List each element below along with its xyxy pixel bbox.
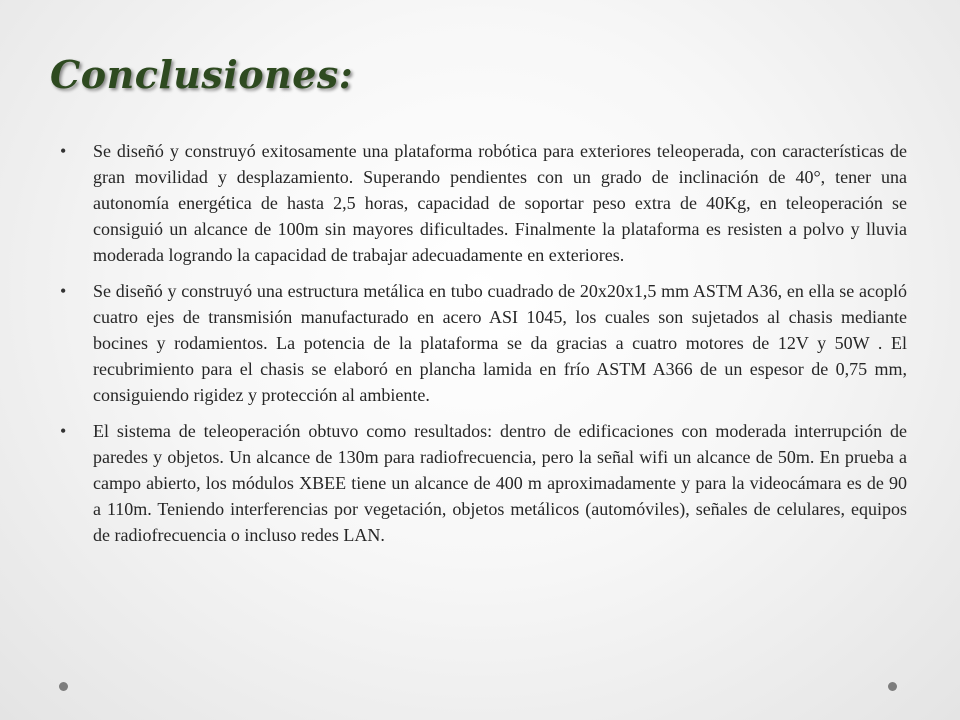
list-item xyxy=(60,278,907,408)
bullet-icon: • xyxy=(60,141,67,161)
bullet-text: El sistema de teleoperación obtuvo como resultados: dentro de edificaciones con moderada interrupción de paredes y objetos. Un alcance de 130m para radiofrecuencia, pero la señal wifi un alcance de 50m. En prueba a campo abierto, los módulos XBEE tiene un alcance de 400 m aproximadamente y para la videocámara es de 90 a 110m. Teniendo interferencias por vegetación, objetos metálicos (automóviles), señales de celulares, equipos de radiofrecuencia o incluso redes LAN. xyxy=(93,421,907,545)
list-item xyxy=(60,138,907,268)
list-item xyxy=(60,418,907,548)
bullet-list xyxy=(60,138,907,558)
bullet-text: Se diseñó y construyó exitosamente una plataforma robótica para exteriores teleoperada, con características de gran movilidad y desplazamiento. Superando pendientes con un grado de inclinación de 40°, tener una autonomía energética de hasta 2,5 horas, capacidad de soportar peso extra de 40Kg, en teleoperación se consiguió un alcance de 100m sin mayores dificultades. Finalmente la plataforma es resisten a polvo y lluvia moderada logrando la capacidad de trabajar adecuadamente en exteriores. xyxy=(93,141,907,265)
bullet-text: Se diseñó y construyó una estructura metálica en tubo cuadrado de 20x20x1,5 mm ASTM A36, en ella se acopló cuatro ejes de transmisión manufacturado en acero ASI 1045, los cuales son sujetados al chasis mediante bocines y rodamientos. La potencia de la plataforma se da gracias a cuatro motores de 12V y 50W . El recubrimiento para el chasis se elaboró en plancha lamida en frío ASTM A366 de un espesor de 0,75 mm, consiguiendo rigidez y protección al ambiente. xyxy=(93,281,907,405)
bullet-icon: • xyxy=(60,421,67,441)
left-nav-dot-icon[interactable] xyxy=(59,682,68,691)
bullet-icon: • xyxy=(60,281,67,301)
slide-title: Conclusiones: xyxy=(50,52,354,97)
right-nav-dot-icon[interactable] xyxy=(888,682,897,691)
